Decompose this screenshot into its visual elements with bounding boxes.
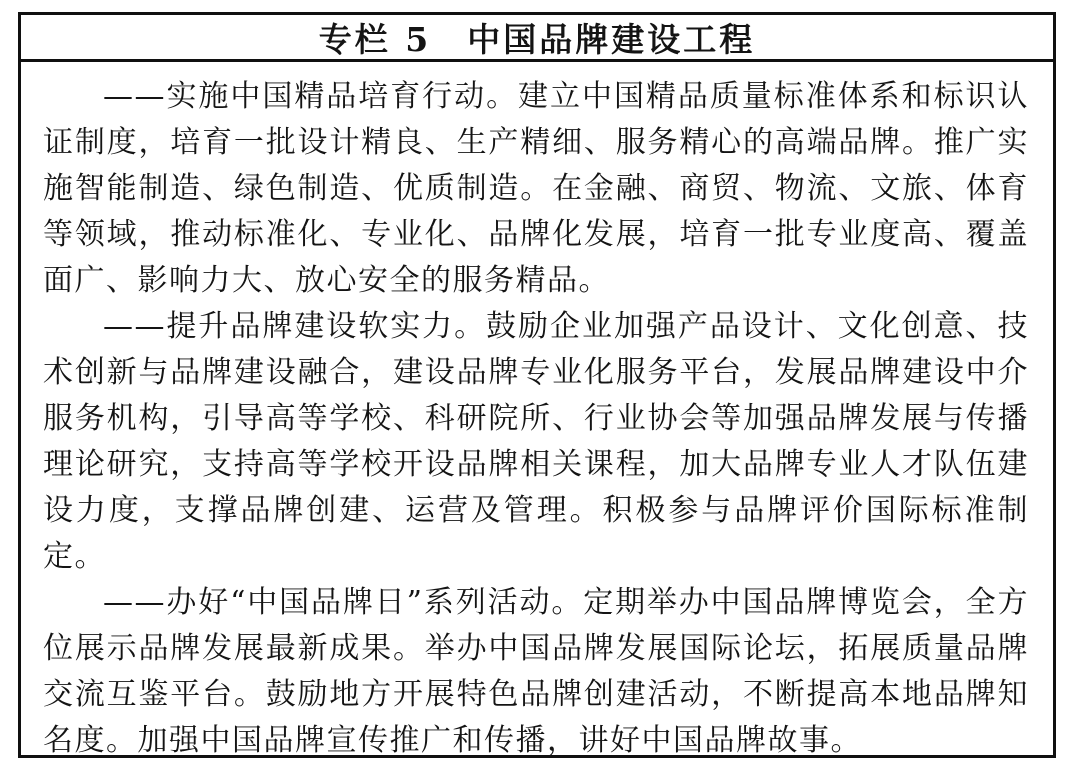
panel-body <box>21 62 1053 764</box>
body-paragraph: ——提升品牌建设软实力。鼓励企业加强产品设计、文化创意、技术创新与品牌建设融合，建设品牌专业化服务平台，发展品牌建设中介服务机构，引导高等学校、科研院所、行业协会等加强品牌发展与传播理论研究，支持高等学校开设品牌相关课程，加大品牌专业人才队伍建设力度，支撑品牌创建、运营及管理。积极参与品牌评价国际标准制定。 <box>43 309 1029 574</box>
body-paragraph: ——实施中国精品培育行动。建立中国精品质量标准体系和标识认证制度，培育一批设计精良、生产精细、服务精心的高端品牌。推广实施智能制造、绿色制造、优质制造。在金融、商贸、物流、文旅、体育等领域，推动标准化、专业化、品牌化发展，培育一批专业度高、覆盖面广、影响力大、放心安全的服务精品。 <box>43 79 1029 298</box>
panel-title: 专栏 5 中国品牌建设工程 <box>21 15 1053 62</box>
body-paragraph: ——办好“中国品牌日”系列活动。定期举办中国品牌博览会，全方位展示品牌发展最新成果。举办中国品牌发展国际论坛，拓展质量品牌交流互鉴平台。鼓励地方开展特色品牌创建活动，不断提高本地品牌知名度。加强中国品牌宣传推广和传播，讲好中国品牌故事。 <box>43 585 1029 758</box>
document-text-box <box>18 12 1056 758</box>
